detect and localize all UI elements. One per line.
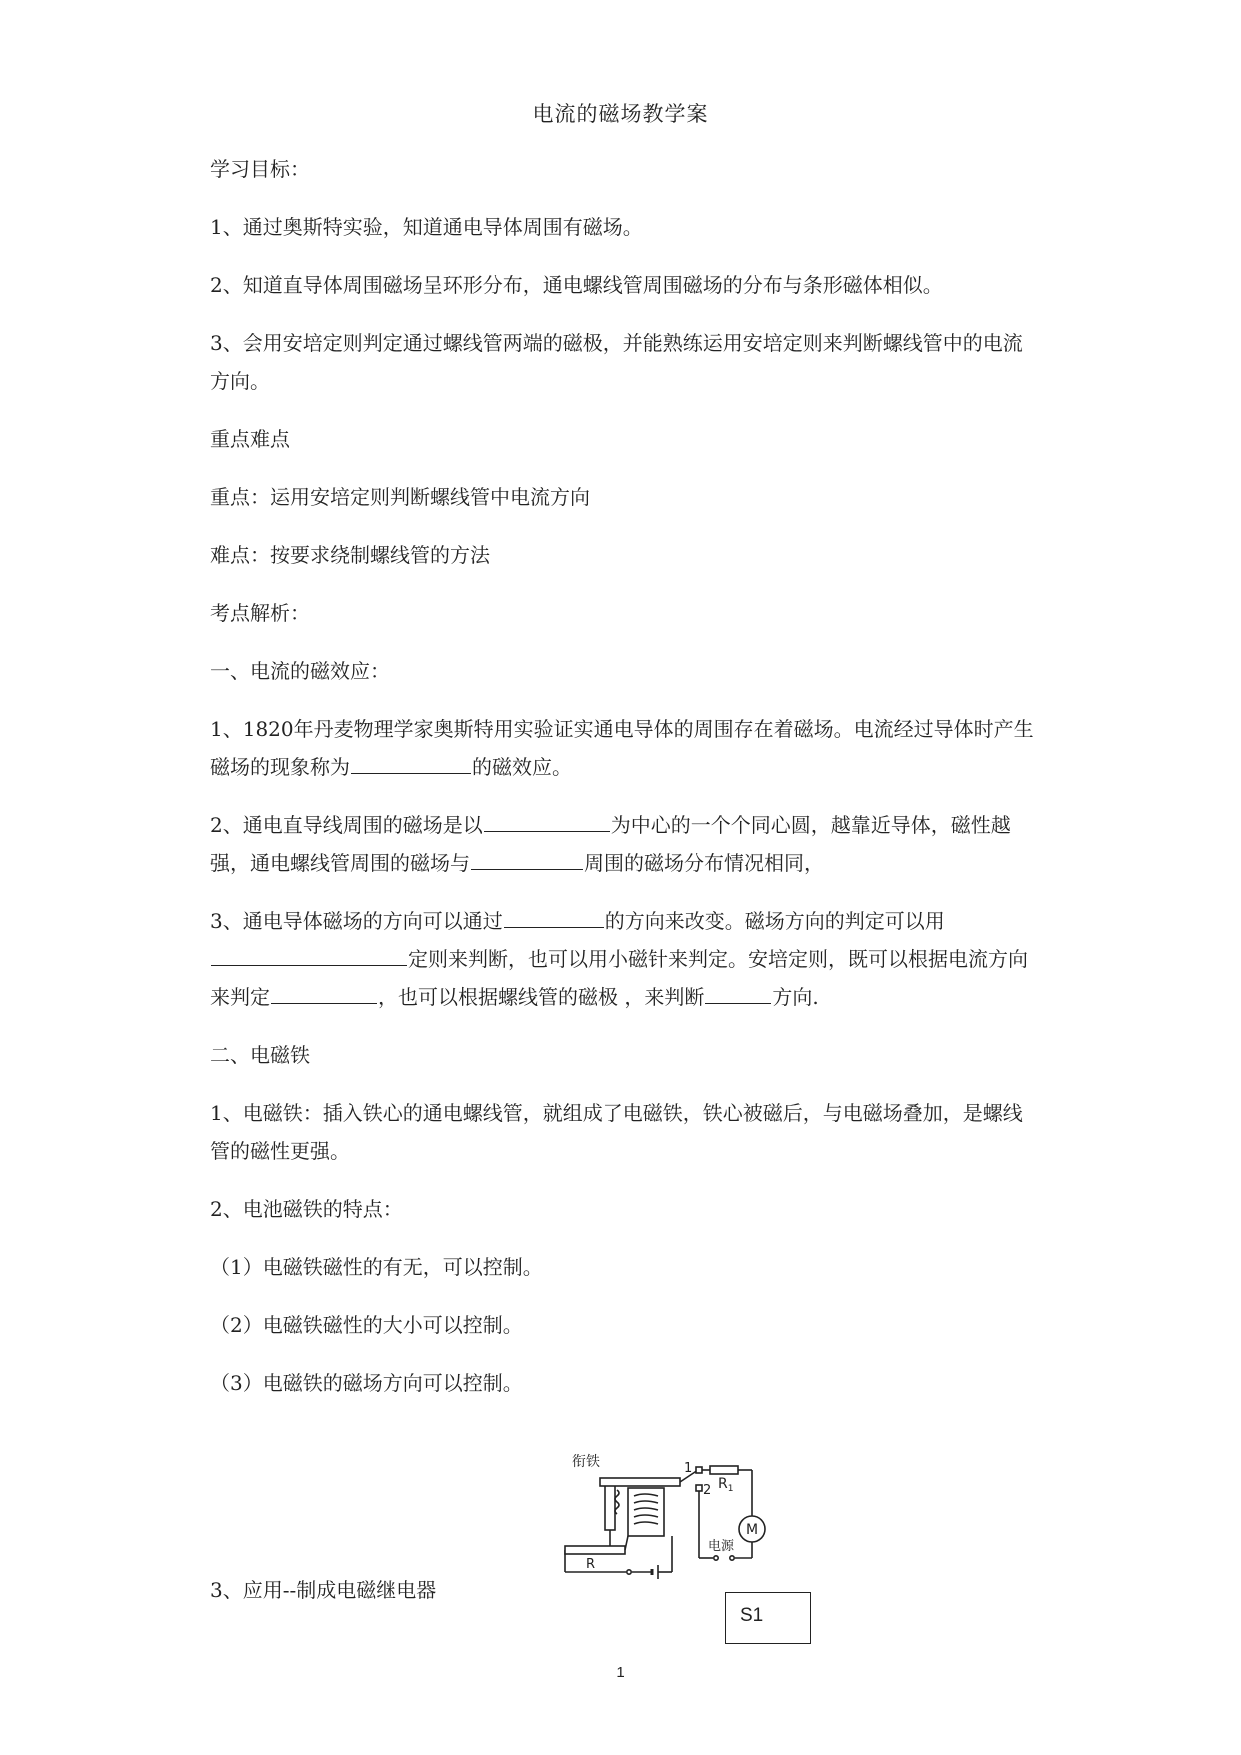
contact-2 (696, 1485, 702, 1491)
answer-blank[interactable] (504, 903, 604, 928)
answer-blank[interactable] (271, 979, 377, 1004)
resistor-r1 (710, 1466, 738, 1474)
objective-item: 1、通过奥斯特实验，知道通电导体周围有磁场。 (210, 215, 643, 239)
rheostat-label: R (586, 1557, 596, 1572)
features-heading: 2、电池磁铁的特点： (210, 1197, 403, 1221)
document-body (210, 150, 1040, 1422)
power-terminal (714, 1556, 718, 1560)
motor-label: M (746, 1522, 759, 1538)
question-text: 为中心的一个个同心圆，越靠近导体，磁性越强，通电螺线管周围的磁场与 (210, 813, 1011, 875)
section1-heading: 一、电流的磁效应： (210, 659, 390, 683)
question-text: 周围的磁场分布情况相同， (584, 851, 824, 875)
relay-circuit-diagram (560, 1440, 800, 1580)
analysis-heading: 考点解析： (210, 601, 310, 625)
electromagnet-definition: 1、电磁铁：插入铁心的通电螺线管，就组成了电磁铁，铁心被磁后，与电磁场叠加，是螺线管的磁性更强。 (210, 1101, 1023, 1163)
objective-item: 2、知道直导体周围磁场呈环形分布，通电螺线管周围磁场的分布与条形磁体相似。 (210, 273, 943, 297)
objectives-heading: 学习目标： (210, 157, 310, 181)
answer-blank[interactable] (471, 845, 583, 870)
answer-blank[interactable] (351, 749, 471, 774)
contact-1-label: 1 (684, 1461, 693, 1476)
question-text: 1、1820年丹麦物理学家奥斯特用实验证实通电导体的周围存在着磁场。电流经过导体时产生磁场的现象称为 (210, 717, 1034, 779)
question-1 (210, 710, 1040, 786)
resistor-subscript: 1 (727, 1484, 734, 1494)
question-2 (210, 806, 1040, 882)
relay-frame (605, 1480, 615, 1530)
key-points-heading: 重点难点 (210, 427, 290, 451)
objective-item: 3、会用安培定则判定通过螺线管两端的磁极，并能熟练运用安培定则来判断螺线管中的电流方向。 (210, 331, 1023, 393)
difficulty-point: 难点：按要求绕制螺线管的方法 (210, 543, 490, 567)
contact-2-label: 2 (703, 1483, 712, 1498)
feature-item: （2）电磁铁磁性的大小可以控制。 (210, 1313, 523, 1337)
switch-s1-box (725, 1592, 811, 1644)
feature-item: （3）电磁铁的磁场方向可以控制。 (210, 1371, 523, 1395)
wire (625, 1536, 628, 1550)
switch-terminal (627, 1570, 631, 1574)
question-3 (210, 902, 1040, 1016)
resistor-letter: R (718, 1476, 728, 1492)
rheostat-r (565, 1546, 625, 1554)
question-text: 的方向来改变。磁场方向的判定可以用 (604, 909, 945, 933)
answer-blank[interactable] (484, 807, 610, 832)
contact-1 (696, 1467, 702, 1473)
question-text: ，也可以根据螺线管的磁极 ，来判断 (378, 985, 705, 1009)
question-text: 的磁效应。 (472, 755, 572, 779)
resistor-r1-label (718, 1476, 733, 1494)
power-label: 电源 (708, 1539, 735, 1554)
page-title: 电流的磁场教学案 (532, 102, 709, 126)
answer-blank[interactable] (211, 941, 407, 966)
coil-core (628, 1488, 664, 1536)
section2-heading: 二、电磁铁 (210, 1043, 310, 1067)
question-text: 方向. (772, 985, 819, 1009)
application-line: 3、应用--制成电磁继电器 (210, 1578, 437, 1602)
focus-point: 重点：运用安培定则判断螺线管中电流方向 (210, 485, 590, 509)
question-text: 2、通电直导线周围的磁场是以 (210, 813, 483, 837)
answer-blank[interactable] (705, 979, 771, 1004)
power-terminal (730, 1556, 734, 1560)
feature-item: （1）电磁铁磁性的有无，可以控制。 (210, 1255, 543, 1279)
armature-label: 衔铁 (572, 1454, 600, 1470)
armature-bar (600, 1478, 680, 1486)
question-text: 3、通电导体磁场的方向可以通过 (210, 909, 503, 933)
question-text: 定则来判断，也可以用小磁针来判定。安培定则，既可以根据电流方向来判定 (210, 947, 1028, 1009)
switch-s1-label: S1 (740, 1605, 764, 1626)
page-number: 1 (616, 1664, 625, 1681)
